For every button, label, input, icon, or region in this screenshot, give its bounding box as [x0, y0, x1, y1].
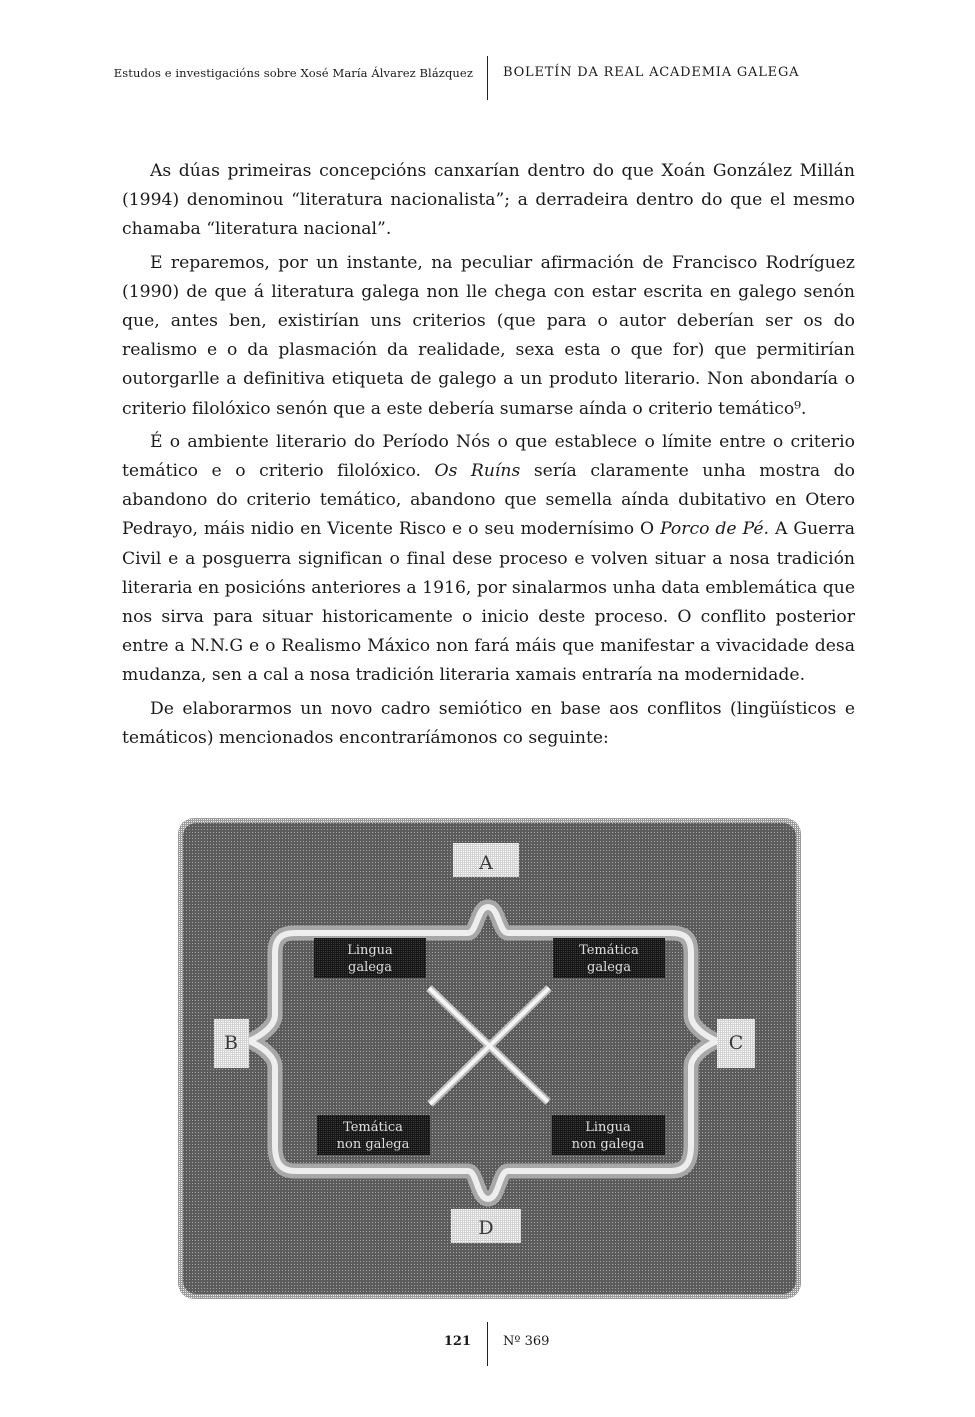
header-divider [487, 56, 488, 100]
running-head-left: Estudos e investigacións sobre Xosé María Álvarez Blázquez [113, 66, 473, 80]
paragraph-3 [122, 428, 855, 691]
body-text [122, 157, 855, 753]
paragraph-3-part-c: sería claramente unha mostra do abandono do criterio temático, abandono que semella aínda dubitativo en Otero Pedrayo, máis nidio en Vicente Risco e o seu modernísimo O [122, 461, 855, 540]
term-bottom-left-line2: non galega [336, 1137, 410, 1152]
term-bottom-right-line1: Lingua [585, 1120, 631, 1135]
term-top-right-line1: Temática [579, 943, 639, 958]
paragraph-4: De elaborarmos un novo cadro semiótico en base aos conflitos (lingüísticos e temáticos) mencionados encontraríámonos co seguinte: [122, 698, 855, 748]
paragraph-2: E reparemos, por un instante, na peculiar afirmación de Francisco Rodríguez (1990) de que á literatura galega non lle chega con estar escrita en galego senón que, antes ben, existirían uns criterios (que para o autor deberían ser os do realismo e o da plasmación da realidade, sexa esta o que for) que permitirían outorgarlle a definitiva etiqueta de galego a un produto literario. Non abondaría o criterio filolóxico senón que a este debería sumarse aínda o criterio temático⁹. [122, 252, 855, 419]
paragraph-1: As dúas primeiras concepcións canxarían dentro do que Xoán González Millán (1994) denominou “literatura nacionalista”; a derradeira dentro do que el mesmo chamaba “literatura nacional”. [122, 161, 855, 240]
page-footer [0, 1322, 975, 1368]
running-head [0, 56, 975, 102]
paragraph-3-part-a: É o ambiente literario do Período Nós o que establece o límite entre o criterio temático e o criterio filolóxico. [122, 431, 855, 482]
term-bottom-left-line1: Temática [343, 1120, 403, 1135]
issue-number: Nº 369 [503, 1334, 550, 1349]
term-top-right-line2: galega [587, 960, 631, 975]
label-b: B [224, 1032, 238, 1054]
term-top-left-line2: galega [348, 960, 392, 975]
paragraph-3-part-e: A Guerra Civil e a posguerra significan o final dese proceso e volven situar a nosa tradición literaria en posicións anteriores a 1916, por sinalarmos unha data emblemática que nos sirva para situar historicamente o inicio deste proceso. O conflito posterior entre a N.N.G e o Realismo Máxico non fará máis que manifestar a vivacidade desa mudanza, sen a cal a nosa tradición literaria xamais entraría na modernidade. [122, 519, 855, 686]
title-porco-de-pe: Porco de Pé. [660, 519, 769, 540]
label-c: C [728, 1032, 744, 1054]
semiotic-square-svg [177, 817, 802, 1300]
term-top-left-line1: Lingua [347, 943, 393, 958]
page-number: 121 [443, 1334, 471, 1349]
running-head-right: BOLETÍN DA REAL ACADEMIA GALEGA [503, 65, 800, 80]
label-a: A [479, 852, 493, 874]
semiotic-square-figure [177, 817, 802, 1300]
title-os-ruins: Os Ruíns [434, 461, 521, 482]
footer-divider [487, 1322, 488, 1366]
label-d: D [478, 1217, 494, 1239]
term-bottom-right-line2: non galega [571, 1137, 645, 1152]
